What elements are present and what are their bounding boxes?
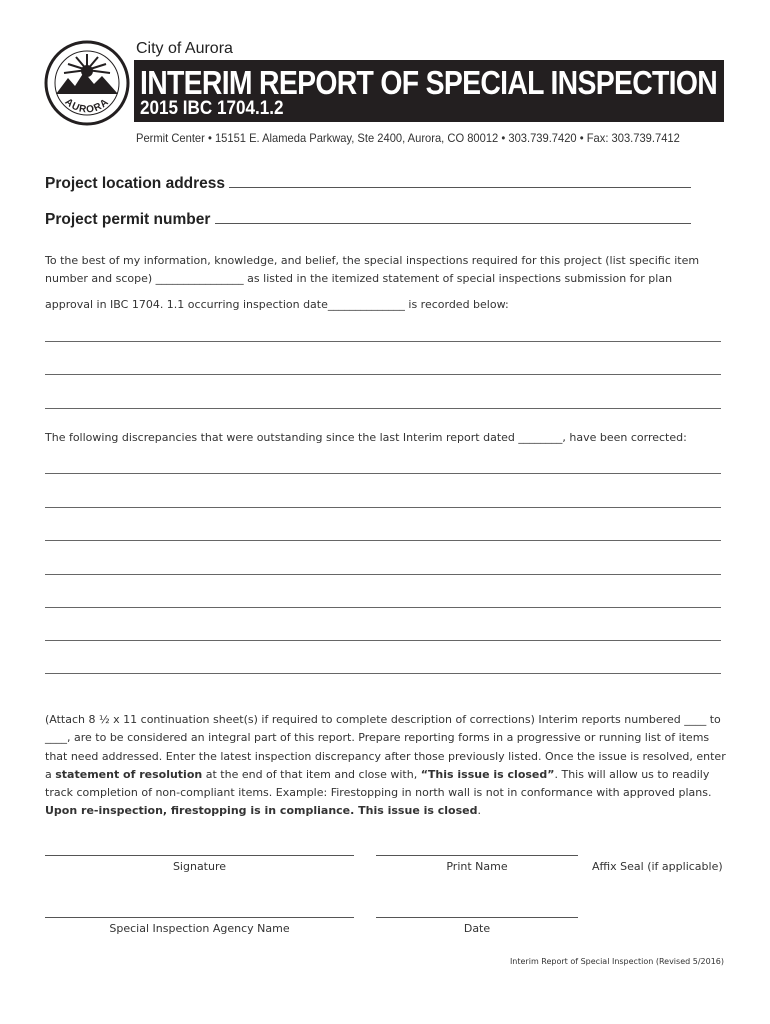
discrepancies-text: The following discrepancies that were outstanding since the last Interim report dated ________, have been corrected:: [45, 431, 687, 444]
city-name: City of Aurora: [136, 40, 233, 57]
statement-line-3: approval in IBC 1704. 1.1 occurring inspection date______________ is recorded below:: [45, 298, 509, 311]
title-banner: [134, 60, 724, 122]
svg-text:AURORA: AURORA: [62, 96, 112, 116]
date-line[interactable]: [376, 917, 578, 918]
correction-line-3[interactable]: [45, 540, 721, 541]
record-line-2[interactable]: [45, 374, 721, 375]
city-seal-logo: [44, 40, 130, 126]
statement-line-1: To the best of my information, knowledge, and belief, the special inspections required for this project (list specific item: [45, 254, 700, 267]
address-row: [45, 173, 691, 193]
record-line-3[interactable]: [45, 408, 721, 409]
correction-line-7[interactable]: [45, 673, 721, 674]
correction-line-2[interactable]: [45, 507, 721, 508]
permit-label: Project permit number: [45, 211, 211, 228]
form-title: INTERIM REPORT OF SPECIAL INSPECTION: [140, 64, 718, 101]
inspection-date-blank[interactable]: ______________: [327, 298, 405, 311]
seal-caption: Affix Seal (if applicable): [592, 860, 723, 873]
instructions-paragraph: (Attach 8 ½ x 11 continuation sheet(s) if required to complete description of corrections) Interim reports numbered ____ to ____, are to be considered an integral part of this report. Prepare reporting forms in a progressive or running list of items that need addressed. Enter the latest inspection discrepancy after those previously listed. Once the issue is resolved, enter a statement of resolution at the end of that item and close with, “This issue is closed”. This will allow us to readily track completion of non-compliant items. Example: Firestopping in north wall is not in conformance with approved plans. Upon re-inspection, firestopping is in compliance. This issue is closed.: [45, 713, 726, 818]
statement-line-2: number and scope) ________________ as listed in the itemized statement of special inspections submission for plan: [45, 272, 673, 285]
footer-revision: Interim Report of Special Inspection (Revised 5/2016): [509, 957, 724, 966]
record-line-1[interactable]: [45, 341, 721, 342]
last-report-date-blank[interactable]: ________: [518, 431, 563, 444]
form-subtitle: 2015 IBC 1704.1.2: [140, 98, 284, 119]
date-caption: Date: [463, 922, 491, 935]
correction-line-1[interactable]: [45, 473, 721, 474]
permit-field[interactable]: [215, 209, 691, 224]
correction-line-5[interactable]: [45, 607, 721, 608]
address-label: Project location address: [45, 175, 226, 192]
print-name-line[interactable]: [376, 855, 578, 856]
contact-info: Permit Center • 15151 E. Alameda Parkway, Ste 2400, Aurora, CO 80012 • 303.739.7420 • Fax: 303.739.7412: [136, 131, 680, 145]
agency-name-line[interactable]: [45, 917, 354, 918]
address-field[interactable]: [229, 173, 691, 188]
correction-line-4[interactable]: [45, 574, 721, 575]
permit-row: [45, 209, 691, 229]
signature-line[interactable]: [45, 855, 354, 856]
scope-blank[interactable]: ________________: [155, 272, 244, 285]
correction-line-6[interactable]: [45, 640, 721, 641]
print-name-caption: Print Name: [446, 860, 508, 873]
signature-caption: Signature: [172, 860, 227, 873]
agency-name-caption: Special Inspection Agency Name: [109, 922, 290, 935]
